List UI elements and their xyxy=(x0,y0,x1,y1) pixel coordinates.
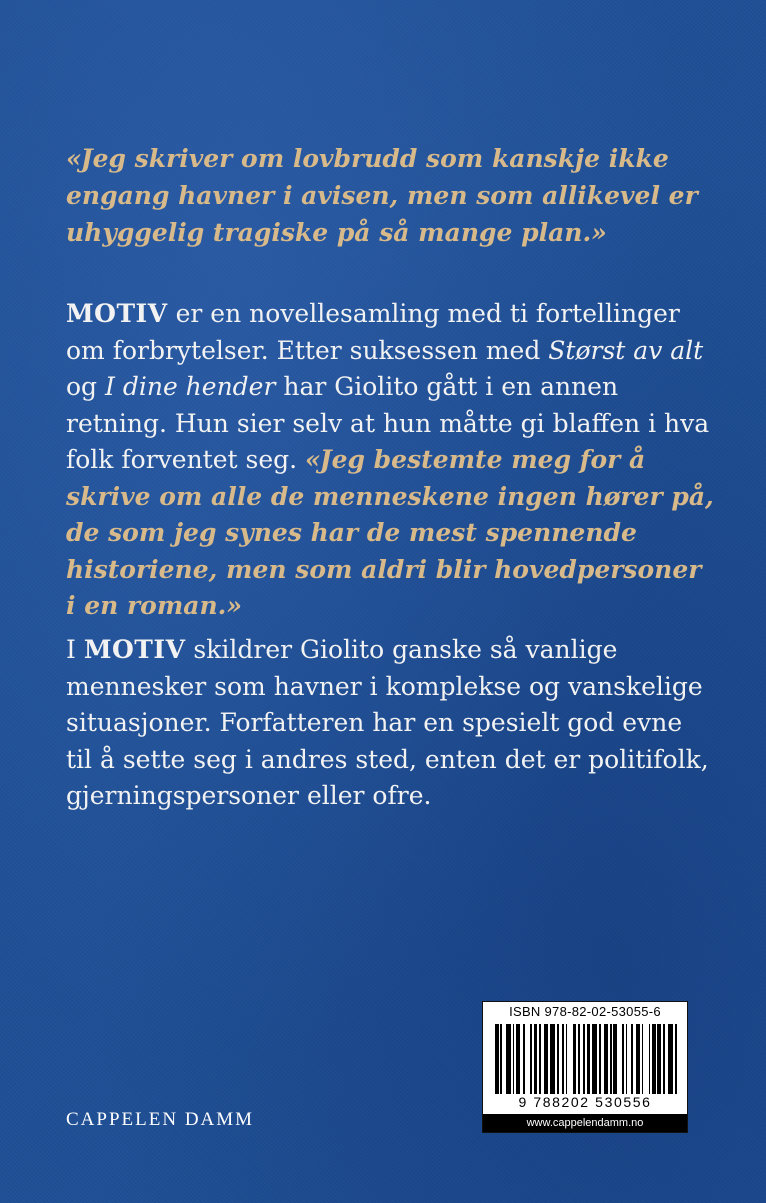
publisher-url: www.cappelendamm.no xyxy=(483,1114,687,1132)
barcode-gap xyxy=(677,1024,679,1094)
book-title: MOTIV xyxy=(66,299,168,328)
description-paragraph-1 xyxy=(66,296,716,625)
barcode-bars xyxy=(495,1024,679,1094)
intro-quote: «Jeg skriver om lovbrudd som kanskje ikke engang havner i avisen, men som allikevel er uhyggelig tragiske på så mange plan.» xyxy=(66,144,698,247)
para1-text-1: er en novellesamling med ti fortellinger om forbrytelser. Etter suksessen med xyxy=(66,299,680,365)
book-ref-2: I dine hender xyxy=(105,372,276,401)
book-title: MOTIV xyxy=(83,635,186,664)
para1-text-2: og xyxy=(66,372,106,401)
description-paragraph-2 xyxy=(66,632,716,815)
para1-text-3: har Giolito gått i en annen retning. Hun sier selv at hun måtte gi blaffen i hva folk forventet seg. xyxy=(66,372,710,474)
barcode-digits: 9 788202 530556 xyxy=(518,1094,652,1110)
publisher-logo: CAPPELEN DAMM xyxy=(66,1109,255,1130)
para2-text: skildrer Giolito ganske så vanlige mennesker som havner i komplekse og vanskelige situasjoner. Forfatteren har en spesielt god evne til å sette seg i andres sted, enten det er politifolk, gjerningspersoner eller ofre. xyxy=(66,635,709,810)
isbn-barcode xyxy=(482,1001,688,1133)
isbn-label: ISBN 978-82-02-53055-6 xyxy=(509,1004,661,1019)
author-quote: «Jeg bestemte meg for å skrive om alle de menneskene ingen hører på, de som jeg synes har de mest spennende historiene, men som aldri blir hovedpersoner i en roman.» xyxy=(66,445,714,620)
book-ref-1: Størst av alt xyxy=(548,335,704,365)
para2-lead: I xyxy=(66,635,84,664)
